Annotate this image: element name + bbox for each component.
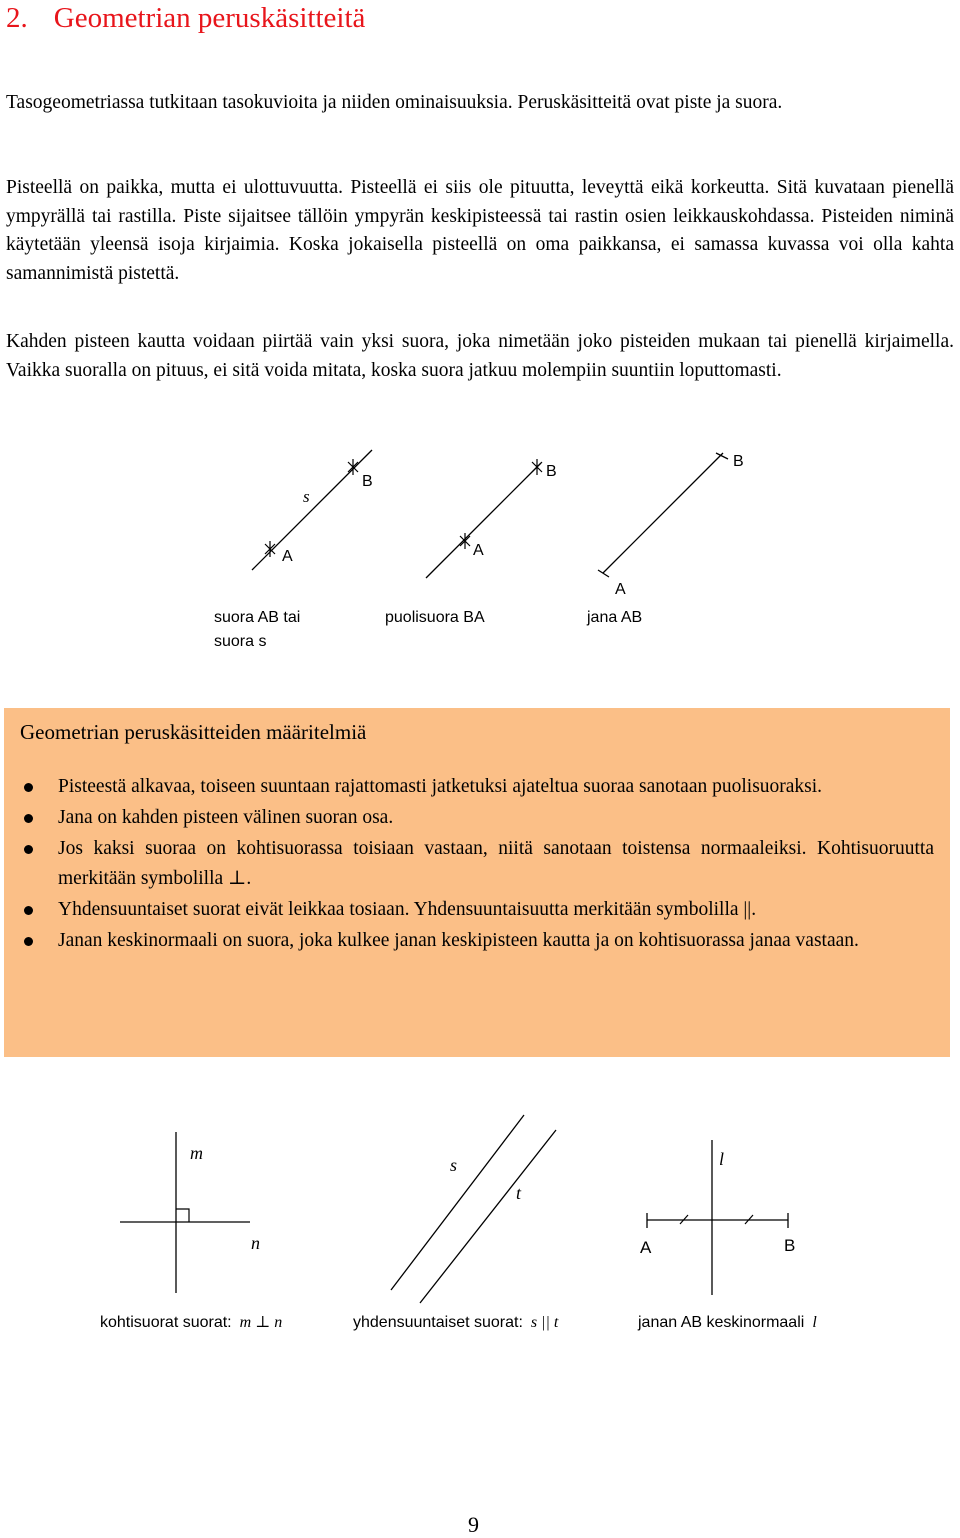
bullet-icon [24, 937, 33, 946]
intro-paragraph: Tasogeometriassa tutkitaan tasokuvioita ja niiden ominaisuuksia. Peruskäsitteitä ovat piste ja suora. [6, 92, 783, 113]
perpendicular-diagram [100, 1132, 282, 1331]
ray-label-b: B [546, 463, 557, 480]
list-item: Yhdensuuntaiset suorat eivät leikkaa tosiaan. Yhdensuuntaisuutta merkitään symbolilla ||. [4, 895, 950, 925]
segment-label-b: B [733, 453, 744, 470]
bullet-icon [24, 906, 33, 915]
parallel-caption: yhdensuuntaiset suorat: s || t [353, 1314, 559, 1331]
page-number: 9 [468, 1512, 479, 1537]
section-title: Geometrian peruskäsitteitä [53, 2, 366, 34]
definitions-list [4, 772, 950, 957]
ray-label-a: A [473, 542, 484, 559]
section-number: 2. [6, 2, 28, 34]
definitions-title: Geometrian peruskäsitteiden määritelmiä [20, 720, 367, 744]
definitions-box [4, 708, 950, 1057]
line-caption-2: suora s [214, 633, 267, 650]
bisector-caption: janan AB keskinormaali l [638, 1314, 817, 1331]
bisector-label-l: l [719, 1149, 725, 1169]
line-ray-segment-figure [0, 440, 960, 660]
line-label-b: B [362, 473, 373, 490]
perp-label-n: n [251, 1233, 260, 1253]
section-heading [6, 2, 365, 35]
ray-caption: puolisuora BA [385, 609, 485, 626]
bisector-diagram [637, 1140, 817, 1331]
segment-label-a: A [615, 581, 626, 598]
list-item: Janan keskinormaali on suora, joka kulkee janan keskipisteen kautta ja on kohtisuorassa janaa vastaan. [4, 926, 950, 956]
line-paragraph: Kahden pisteen kautta voidaan piirtää vain yksi suora, joka nimetään joko pisteiden mukaan tai pienellä kirjaimella. Vaikka suoralla on pituus, ei sitä voida mitata, koska suora jatkuu molempiin suuntiin loputtomasti. [6, 331, 954, 381]
ray-point-b-cross-icon [532, 459, 542, 475]
parallel-diagram [353, 1115, 559, 1331]
parallel-label-s: s [450, 1155, 458, 1175]
list-item: Pisteestä alkavaa, toiseen suuntaan rajattomasti jatketuksi ajateltua suoraa sanotaan puolisuoraksi. [4, 772, 950, 802]
segment-caption: jana AB [587, 609, 643, 626]
bisector-label-a: A [640, 1238, 652, 1257]
perp-label-m: m [190, 1143, 203, 1163]
list-item: Jana on kahden pisteen välinen suoran osa. [4, 803, 950, 833]
perp-caption: kohtisuorat suorat: m ⊥ n [100, 1314, 283, 1331]
parallel-label-t: t [516, 1183, 522, 1203]
right-angle-icon [176, 1209, 189, 1222]
line-label-s: s [303, 487, 310, 506]
point-paragraph: Pisteellä on paikka, mutta ei ulottuvuutta. Pisteellä ei siis ole pituutta, leveyttä eikä korkeutta. Sitä kuvataan pienellä ympyrällä tai rastilla. Piste sijaitsee tällöin ympyrän keskipisteessä tai rastin osien leikkauskohdassa. Pisteiden niminä käytetään yleensä isoja kirjaimia. Koska jokaisella pisteellä on oma paikkansa, ei samassa kuvassa voi olla kahta samannimistä pistettä. [6, 177, 954, 284]
line-diagram [214, 450, 373, 650]
bullet-icon [24, 783, 33, 792]
perpendicular-parallel-bisector-figure [0, 1105, 960, 1335]
line-label-a: A [282, 548, 293, 565]
bullet-icon [24, 845, 33, 854]
bisector-label-b: B [784, 1236, 796, 1255]
segment-diagram [586, 453, 744, 626]
ray-diagram [385, 459, 557, 626]
list-item: Jos kaksi suoraa on kohtisuorassa toisiaan vastaan, niitä sanotaan toistensa normaaleiksi. Kohtisuoruutta merkitään symbolilla ⊥. [4, 834, 950, 894]
bullet-icon [24, 814, 33, 823]
line-caption-1: suora AB tai [214, 609, 301, 626]
